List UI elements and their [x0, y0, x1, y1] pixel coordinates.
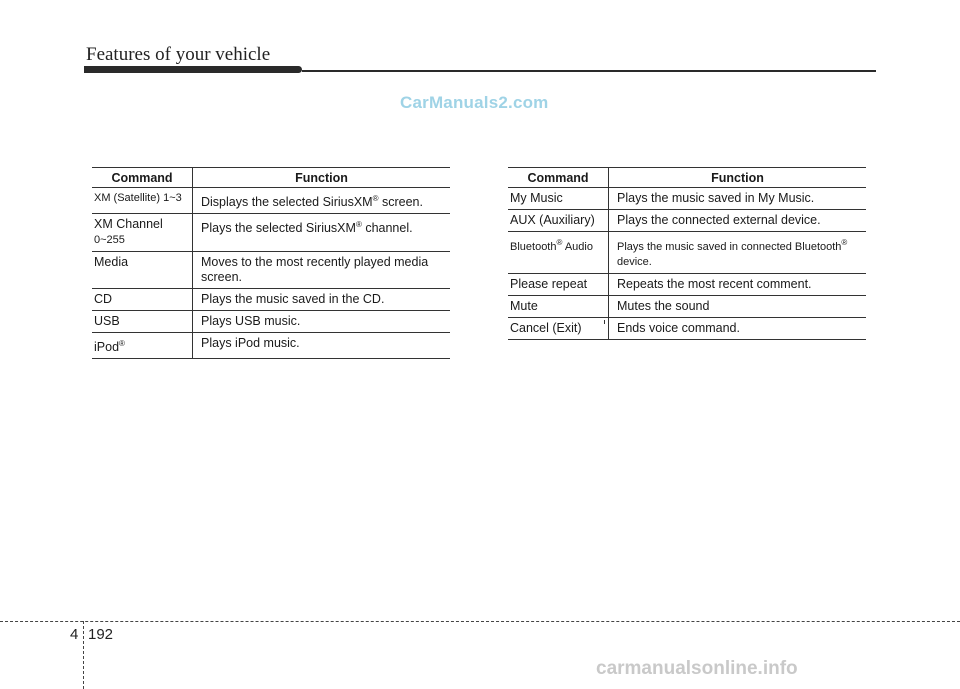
function-cell: Plays the connected external device.: [609, 210, 867, 232]
function-cell: Repeats the most recent comment.: [609, 274, 867, 296]
function-text-cont: screen.: [378, 195, 423, 209]
watermark-carmanuals2: CarManuals2.com: [400, 93, 549, 112]
registered-mark: ®: [119, 339, 125, 348]
registered-mark: ®: [556, 238, 563, 247]
command-cell: AUX (Auxiliary): [508, 210, 609, 232]
command-cell: CD: [92, 289, 193, 311]
chapter-number: 4: [70, 626, 79, 643]
registered-mark: ®: [355, 220, 362, 229]
table-row: [92, 289, 450, 311]
column-header-function: Function: [193, 168, 451, 188]
table-row: [92, 333, 450, 359]
command-subtext: 0~255: [94, 234, 125, 246]
page-number: 192: [88, 626, 114, 643]
command-cell: Cancel (Exit): [508, 318, 609, 340]
table-row: [92, 311, 450, 333]
column-header-function: Function: [609, 168, 867, 188]
table-row: [92, 188, 450, 214]
function-text-cont: device.: [617, 256, 652, 268]
table-row: [508, 318, 866, 340]
table-header-row: [92, 168, 450, 188]
table-column-tail: [604, 320, 605, 324]
command-text: XM Channel: [94, 217, 163, 231]
function-text: Plays the selected SiriusXM: [201, 221, 356, 235]
footer-divider: [0, 621, 960, 622]
command-text-cont: Audio: [562, 241, 593, 253]
watermark-carmanualsonline: carmanualsonline.info: [596, 658, 798, 679]
command-cell: Mute: [508, 296, 609, 318]
table-row: [508, 232, 866, 274]
function-cell: [609, 232, 867, 274]
command-cell: [92, 214, 193, 252]
function-cell: Plays the music saved in My Music.: [609, 188, 867, 210]
column-header-command: Command: [508, 168, 609, 188]
function-cell: [193, 188, 451, 214]
function-cell: Ends voice command.: [609, 318, 867, 340]
command-text: Bluetooth: [510, 241, 557, 253]
registered-mark: ®: [841, 238, 848, 247]
header-bar-thick: [84, 66, 302, 73]
function-cell: [193, 252, 451, 289]
function-text: Plays the music saved in connected Bluetooth: [617, 241, 842, 253]
page-header-title: Features of your vehicle: [86, 44, 271, 65]
function-cell: Plays iPod music.: [193, 333, 451, 359]
table-row: [508, 210, 866, 232]
footer-vertical-divider: [83, 621, 84, 689]
voice-command-table-right: [508, 167, 866, 340]
command-cell: XM (Satellite) 1~3: [92, 188, 193, 214]
header-bar-thin: [302, 70, 876, 72]
function-cell: [193, 214, 451, 252]
function-text: Displays the selected SiriusXM: [201, 195, 373, 209]
function-cell: Mutes the sound: [609, 296, 867, 318]
function-cell: Plays the music saved in the CD.: [193, 289, 451, 311]
command-cell: USB: [92, 311, 193, 333]
table-row: [92, 252, 450, 289]
registered-mark: ®: [372, 194, 379, 203]
command-cell: Please repeat: [508, 274, 609, 296]
table-header-row: [508, 168, 866, 188]
table-row: [508, 188, 866, 210]
table-row: [508, 296, 866, 318]
table-row: [508, 274, 866, 296]
command-text: iPod: [94, 340, 120, 354]
column-header-command: Command: [92, 168, 193, 188]
table-row: [92, 214, 450, 252]
function-text-cont: channel.: [361, 221, 413, 235]
command-cell: My Music: [508, 188, 609, 210]
function-cell: Plays USB music.: [193, 311, 451, 333]
function-text: Moves to the most recently played media: [201, 255, 429, 269]
command-cell: Media: [92, 252, 193, 289]
voice-command-table-left: [92, 167, 450, 359]
command-cell: [508, 232, 609, 274]
function-text-cont: screen.: [201, 270, 242, 284]
command-cell: [92, 333, 193, 359]
